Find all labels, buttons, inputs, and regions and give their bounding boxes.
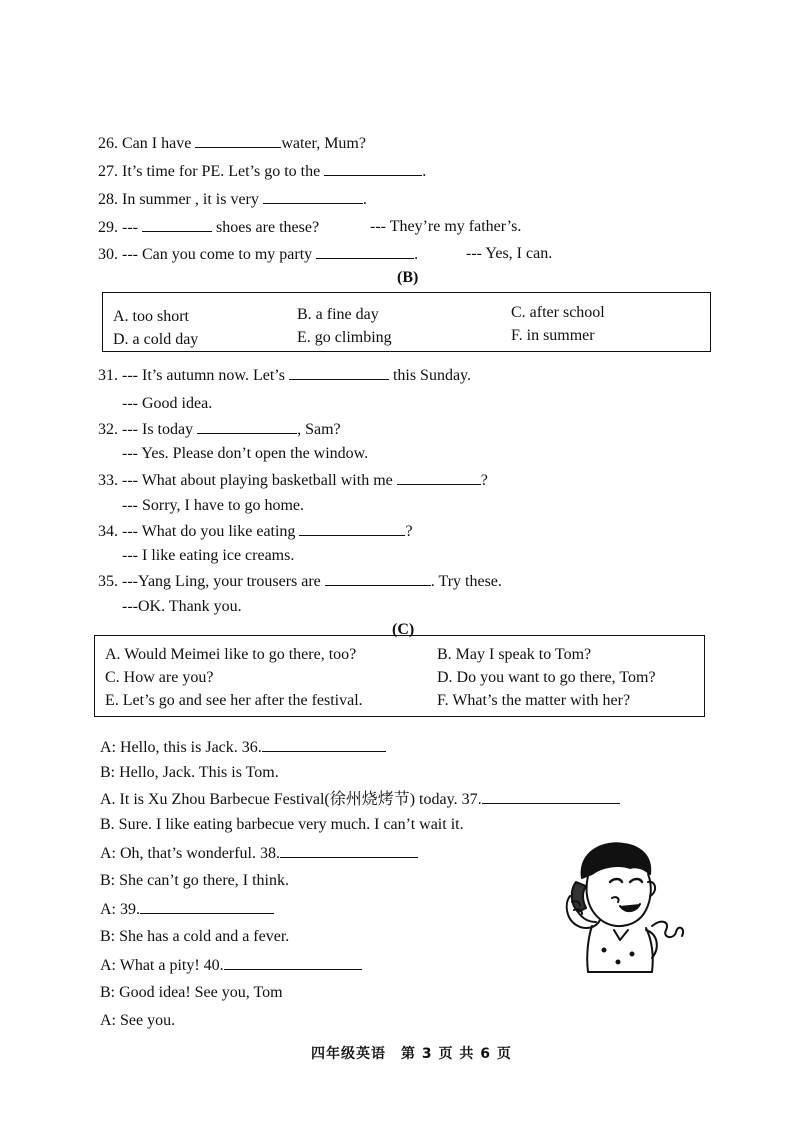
q27-blank[interactable] [324,161,422,176]
q32-reply: --- Yes. Please don’t open the window. [122,445,369,462]
dialogue-line-3 [100,789,620,810]
dialogue-text-7: A: 39. [100,901,140,918]
option-c-a: A. Would Meimei like to go there, too? [105,646,357,663]
dialogue-line-8: B: She has a cold and a fever. [100,928,290,945]
q27-text: 27. It’s time for PE. Let’s go to the [98,163,325,180]
dialogue-line-6: B: She can’t go there, I think. [100,872,289,889]
dialogue-line-7 [100,899,274,920]
q31-blank[interactable] [289,365,389,380]
question-26 [98,133,366,154]
q33-blank[interactable] [397,470,481,485]
q35-text: 35. ---Yang Ling, your trousers are [98,573,325,590]
question-32 [98,419,341,440]
option-c-d: D. Do you want to go there, Tom? [437,669,656,686]
q32-text-after: , Sam? [297,421,341,438]
question-33 [98,470,488,491]
option-b-b: B. a fine day [297,306,379,323]
question-29 [98,217,319,238]
q38-blank[interactable] [280,843,418,858]
q35-blank[interactable] [325,571,431,586]
q28-blank[interactable] [263,189,363,204]
dialogue-line-1 [100,737,386,758]
q34-text-after: ? [405,523,413,540]
q26-blank[interactable] [195,133,281,148]
q27-text-after: . [422,163,427,180]
option-b-a: A. too short [113,308,189,325]
q34-blank[interactable] [299,521,405,536]
q40-blank[interactable] [224,955,362,970]
option-c-b: B. May I speak to Tom? [437,646,592,663]
option-b-d: D. a cold day [113,331,199,348]
q26-text-after: water, Mum? [281,135,366,152]
q39-blank[interactable] [140,899,274,914]
section-c-heading: (C) [392,621,415,638]
section-b-heading: (B) [397,269,419,286]
dialogue-text-5: A: Oh, that’s wonderful. 38. [100,845,280,862]
q29-blank[interactable] [142,217,212,232]
q30-answer: --- Yes, I can. [466,245,553,262]
dialogue-line-5 [100,843,418,864]
section-c-options-box [94,635,705,717]
q31-text: 31. --- It’s autumn now. Let’s [98,367,289,384]
boy-on-phone-illustration [548,838,688,980]
option-b-c: C. after school [511,304,605,321]
dialogue-line-2: B: Hello, Jack. This is Tom. [100,764,279,781]
q30-text-after: . [414,246,419,263]
q34-reply: --- I like eating ice creams. [122,547,295,564]
option-c-f: F. What’s the matter with her? [437,692,631,709]
option-b-f: F. in summer [511,327,595,344]
q34-text: 34. --- What do you like eating [98,523,300,540]
q29-text: 29. --- [98,219,142,236]
dialogue-text-3: A. It is Xu Zhou Barbecue Festival(徐州烧烤节) today. 37. [100,791,482,808]
q28-text: 28. In summer , it is very [98,191,263,208]
dialogue-text-9: A: What a pity! 40. [100,957,224,974]
dialogue-line-10: B: Good idea! See you, Tom [100,984,283,1001]
q28-text-after: . [362,191,367,208]
q29-text-middle: shoes are these? [211,219,320,236]
q35-text-after: . Try these. [430,573,502,590]
q29-answer: --- They’re my father’s. [370,218,522,235]
question-31 [98,365,471,386]
q35-reply: ---OK. Thank you. [122,598,242,615]
dialogue-text-1: A: Hello, this is Jack. 36. [100,739,262,756]
q31-text-after: this Sunday. [388,367,472,384]
q30-blank[interactable] [316,244,414,259]
option-c-c: C. How are you? [105,669,214,686]
q26-text: 26. Can I have [98,135,196,152]
question-27 [98,161,426,182]
q33-text-after: ? [480,472,488,489]
dialogue-line-9 [100,955,362,976]
q30-text: 30. --- Can you come to my party [98,246,317,263]
page-footer: 四年级英语 第 3 页 共 6 页 [311,1046,512,1062]
q32-blank[interactable] [197,419,297,434]
option-c-e: E. Let’s go and see her after the festival. [105,692,363,709]
dialogue-line-11: A: See you. [100,1012,176,1029]
q32-text: 32. --- Is today [98,421,198,438]
q33-text: 33. --- What about playing basketball with me [98,472,397,489]
question-35 [98,571,502,592]
option-b-e: E. go climbing [297,329,392,346]
question-34 [98,521,413,542]
section-b-options-box [102,292,711,352]
dialogue-line-4: B. Sure. I like eating barbecue very much. I can’t wait it. [100,816,464,833]
question-28 [98,189,367,210]
question-30 [98,244,418,265]
q36-blank[interactable] [262,737,386,752]
q33-reply: --- Sorry, I have to go home. [122,497,305,514]
q31-reply: --- Good idea. [122,395,213,412]
q37-blank[interactable] [482,789,620,804]
